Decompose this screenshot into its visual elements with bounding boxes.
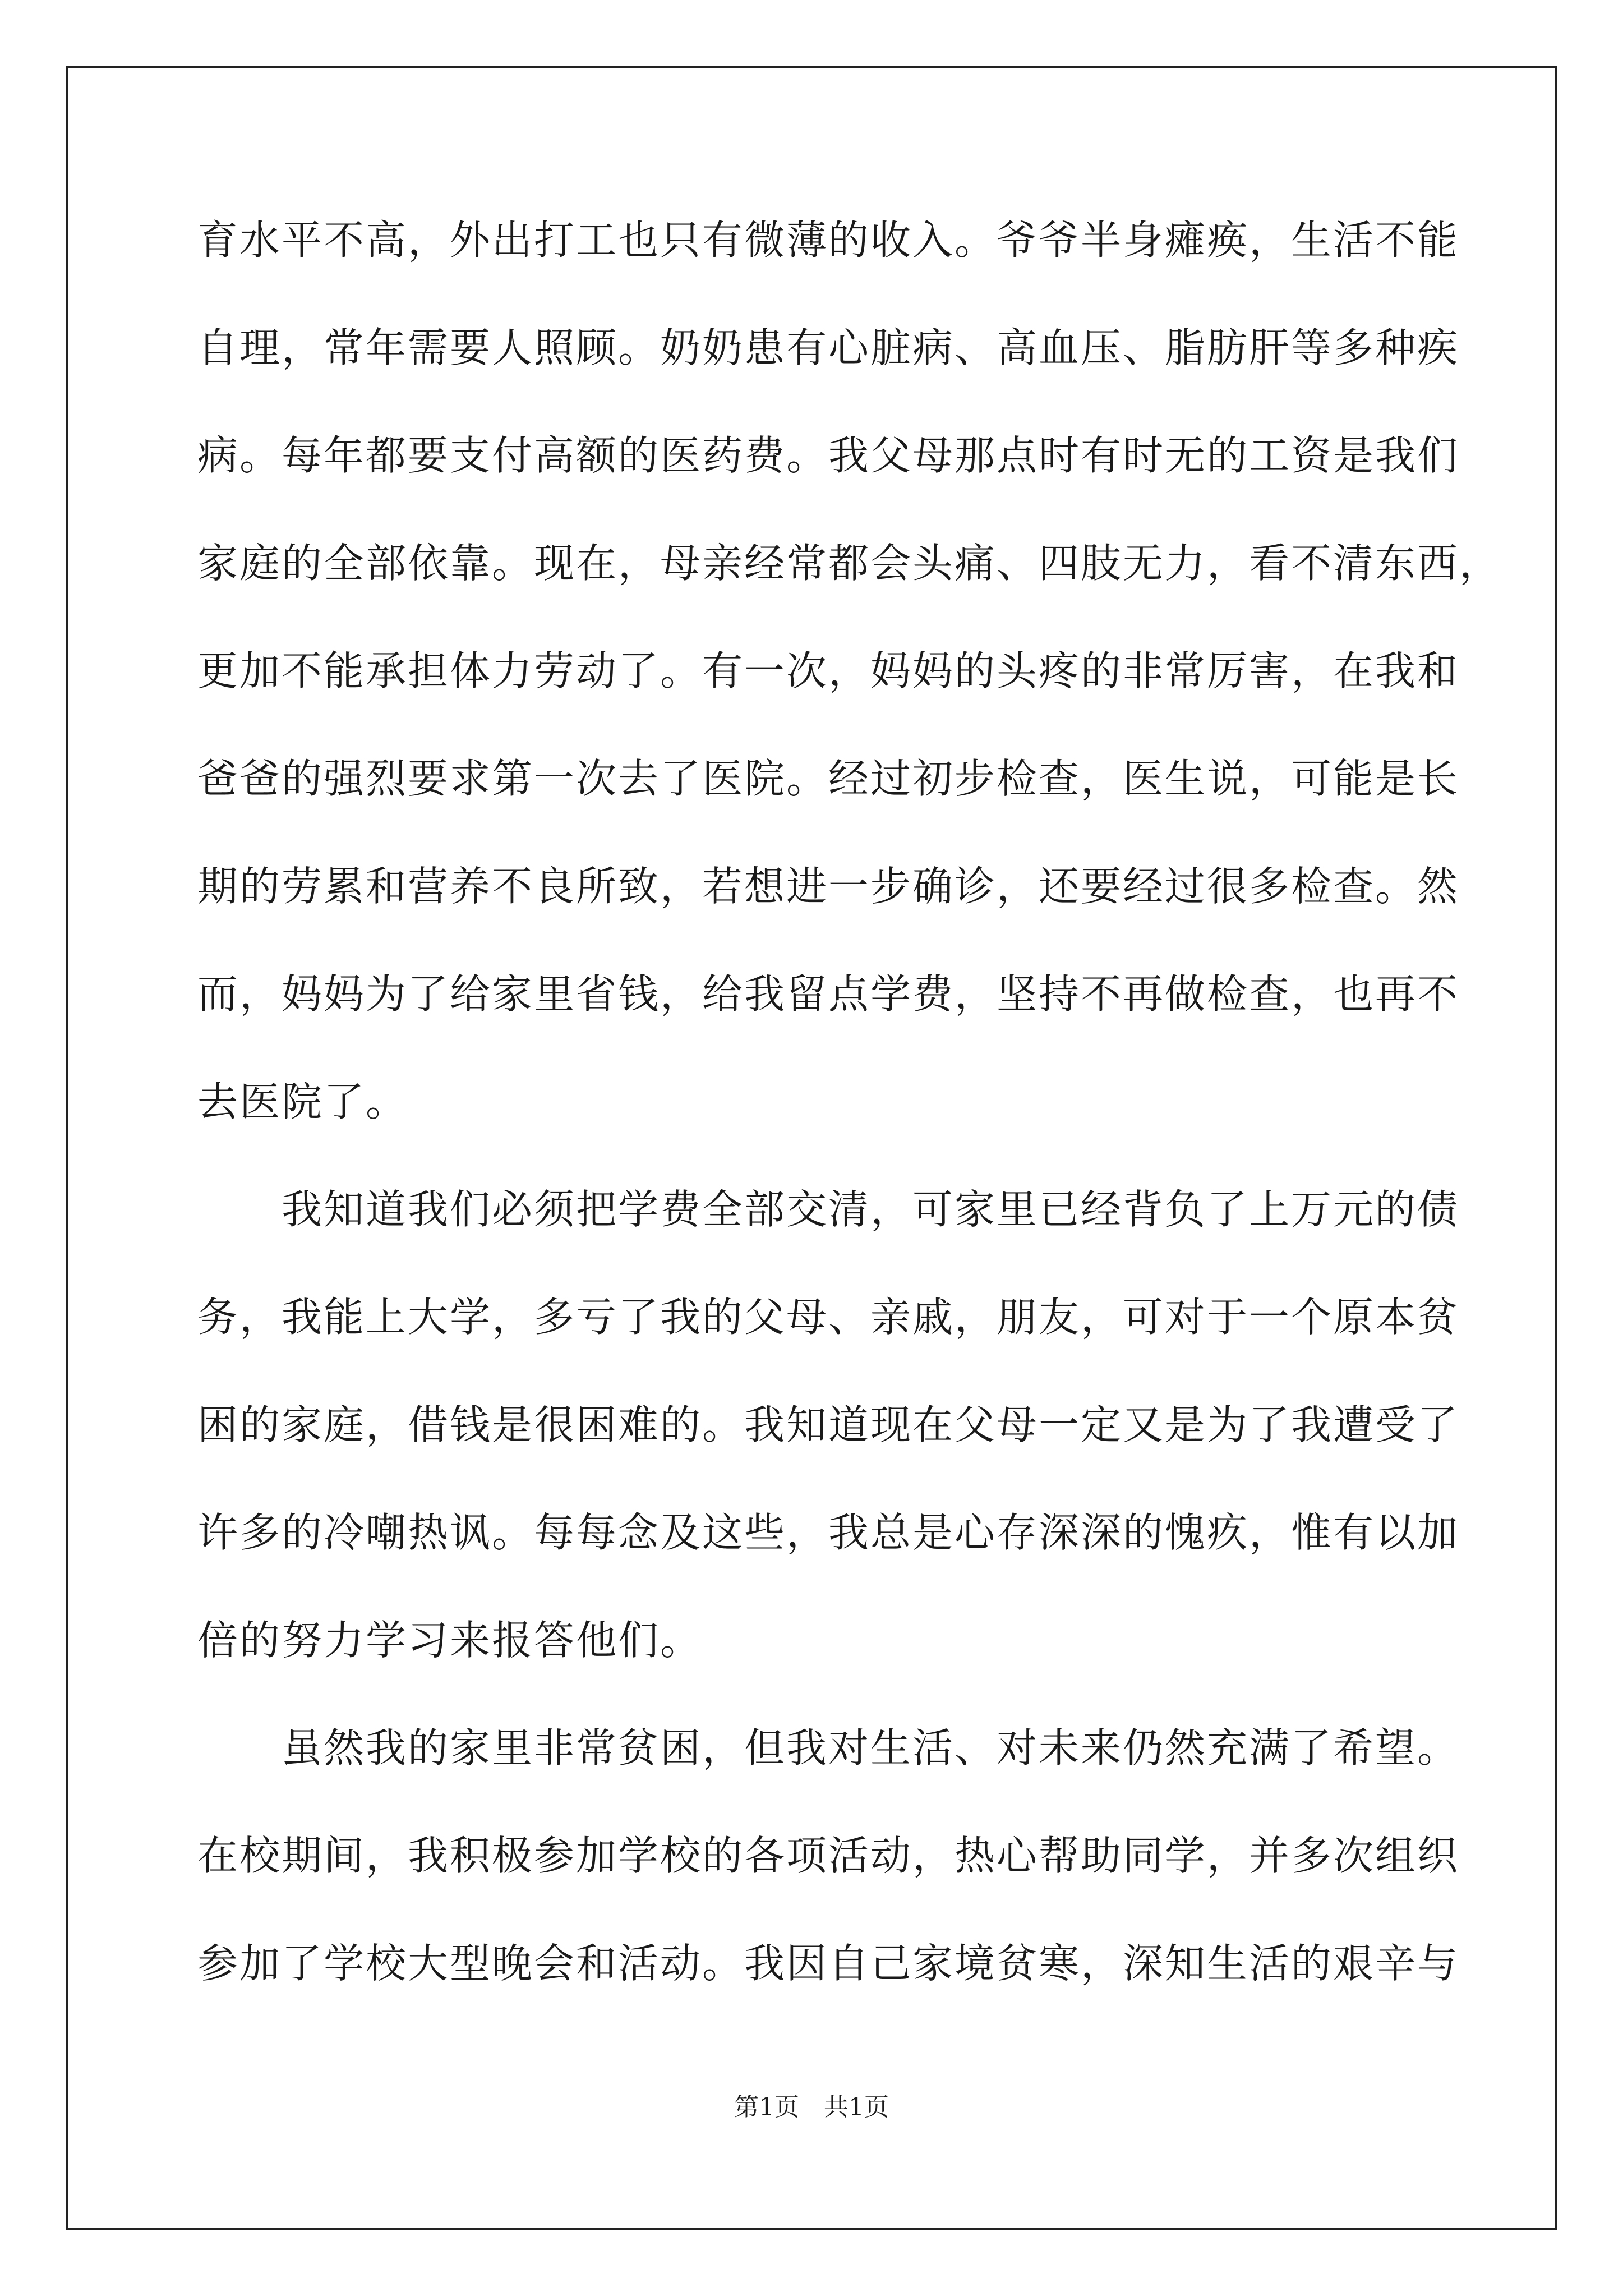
text-line: 期的劳累和营养不良所致，若想进一步确诊，还要经过很多检查。然 bbox=[197, 863, 1460, 910]
text-line: 而，妈妈为了给家里省钱，给我留点学费，坚持不再做检查，也再不 bbox=[197, 970, 1460, 1018]
text-line: 更加不能承担体力劳动了。有一次，妈妈的头疼的非常厉害，在我和 bbox=[197, 647, 1460, 694]
text-line: 我知道我们必须把学费全部交清，可家里已经背负了上万元的债 bbox=[282, 1186, 1460, 1233]
text-line: 许多的冷嘲热讽。每每念及这些，我总是心存深深的愧疚，惟有以加 bbox=[197, 1509, 1460, 1556]
page-number-footer: 第1页 共1页 bbox=[734, 2093, 889, 2122]
text-line: 自理，常年需要人照顾。奶奶患有心脏病、高血压、脂肪肝等多种疾 bbox=[197, 324, 1460, 371]
document-body bbox=[197, 213, 1502, 2044]
text-line: 务，我能上大学，多亏了我的父母、亲戚，朋友，可对于一个原本贫 bbox=[197, 1294, 1460, 1341]
text-line: 病。每年都要支付高额的医药费。我父母那点时有时无的工资是我们 bbox=[197, 432, 1460, 479]
text-line: 在校期间，我积极参加学校的各项活动，热心帮助同学，并多次组织 bbox=[197, 1832, 1460, 1879]
text-line: 参加了学校大型晚会和活动。我因自己家境贫寒，深知生活的艰辛与 bbox=[197, 1940, 1460, 1987]
text-line: 困的家庭，借钱是很困难的。我知道现在父母一定又是为了我遭受了 bbox=[197, 1401, 1460, 1448]
text-line: 倍的努力学习来报答他们。 bbox=[197, 1617, 703, 1664]
text-line: 爸爸的强烈要求第一次去了医院。经过初步检查，医生说，可能是长 bbox=[197, 755, 1460, 802]
text-line: 育水平不高，外出打工也只有微薄的收入。爷爷半身瘫痪，生活不能 bbox=[197, 217, 1460, 264]
text-line: 家庭的全部依靠。现在，母亲经常都会头痛、四肢无力，看不清东西， bbox=[197, 540, 1502, 587]
text-line: 虽然我的家里非常贫困，但我对生活、对未来仍然充满了希望。 bbox=[282, 1724, 1460, 1772]
text-line: 去医院了。 bbox=[197, 1078, 408, 1125]
